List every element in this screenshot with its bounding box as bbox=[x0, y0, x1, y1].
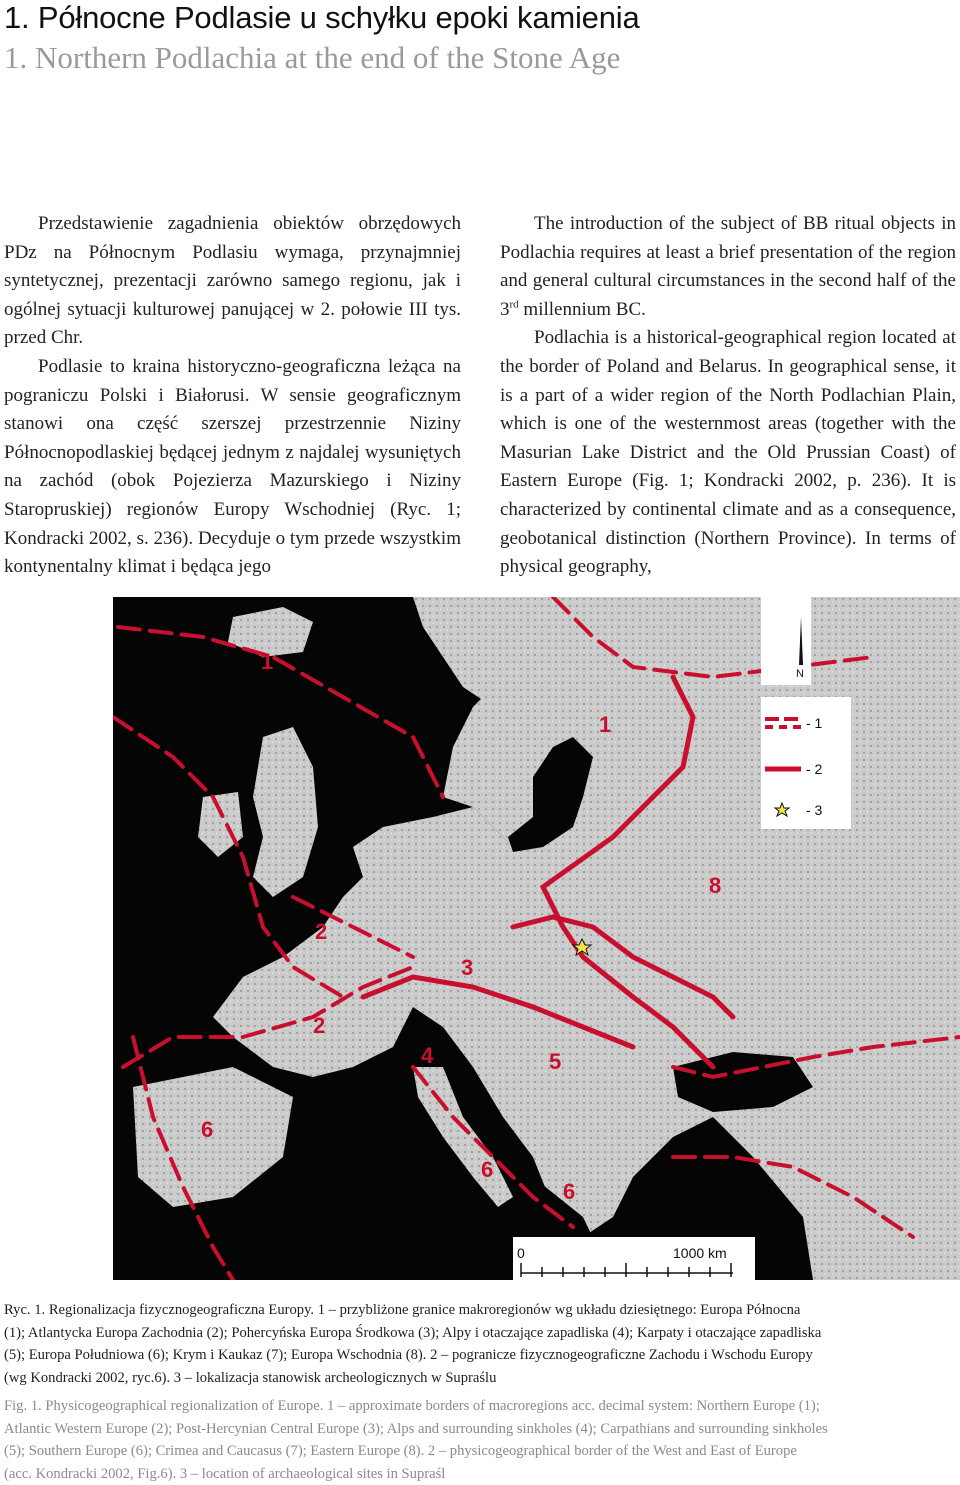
region-label-6-east: 6 bbox=[563, 1179, 576, 1204]
figure-caption-polish bbox=[4, 1299, 956, 1389]
legend-label-1: - 1 bbox=[806, 715, 823, 731]
left-paragraph-2: Podlasie to kraina historyczno-geograficzna leżąca na pograniczu Polski i Białorusi. W sensie geograficznym stanowi ona część szerszej przestrzennie Niziny Północnopodlaskiej będącej jednym z najdalej wysuniętych na zachód (obok Pojezierza Mazurskiego i Niziny Staropruskiej) regionów Europy Wschodniej (Ryc. 1; Kondracki 2002, s. 236). Decyduje o tym przede wszystkim kontynentalny klimat i będąca jego bbox=[4, 355, 461, 578]
region-label-4: 4 bbox=[421, 1043, 434, 1068]
left-paragraph-1: Przedstawienie zagadnienia obiektów obrzędowych PDz na Północnym Podlasiu wymaga, przynajmniej syntetycznej, prezentacji zarówno samego regionu, jak i ogólnej sytuacji kulturowej panującej w 2. połowie III tys. przed Chr. bbox=[4, 213, 461, 349]
scale-max-label: 1000 km bbox=[673, 1245, 727, 1261]
caption-en-line: (acc. Kondracki 2002, Fig.6). 3 – location of archaeological sites in Supraśl bbox=[4, 1465, 446, 1482]
right-paragraph-1-end: millennium BC. bbox=[518, 298, 646, 320]
region-label-1-east: 1 bbox=[599, 712, 612, 737]
region-label-3: 3 bbox=[461, 955, 474, 980]
caption-pl-line: Ryc. 1. Regionalizacja fizycznogeograficzna Europy. 1 – przybliżone granice makroregionów wg układu dziesiętnego: Europa Północna bbox=[4, 1302, 801, 1318]
region-label-2-south: 2 bbox=[313, 1013, 326, 1038]
chapter-title-polish: 1. Północne Podlasie u schyłku epoki kamienia bbox=[4, 0, 640, 35]
scale-zero-label: 0 bbox=[517, 1245, 525, 1261]
caption-en-line: Fig. 1. Physicogeographical regionalization of Europe. 1 – approximate borders of macroregions acc. decimal system: Northern Europe (1); bbox=[4, 1398, 820, 1414]
region-label-8: 8 bbox=[709, 873, 722, 898]
ordinal-superscript: rd bbox=[509, 298, 519, 311]
figure-caption-english bbox=[4, 1395, 956, 1485]
legend-label-3: - 3 bbox=[806, 802, 823, 818]
region-label-2-north: 2 bbox=[315, 919, 328, 944]
caption-en-line: (5); Southern Europe (6); Crimea and Caucasus (7); Eastern Europe (8). 2 – physicogeographical border of the West and East of Europe bbox=[4, 1443, 797, 1460]
caption-pl-line: (5); Europa Południowa (6); Krym i Kaukaz (7); Europa Wschodnia (8). 2 – pogranicze fizycznogeograficzne Zachodu i Wschodu Europy bbox=[4, 1347, 813, 1364]
right-paragraph-1-text: The introduction of the subject of BB ritual objects in Podlachia requires at least a brief presentation of the region and general cultural circumstances in the second half of the 3 bbox=[500, 213, 956, 320]
caption-en-line: Atlantic Western Europe (2); Post-Hercynian Central Europe (3); Alps and surrounding sinkholes (4); Carpathians and surrounding sinkholes bbox=[4, 1420, 828, 1437]
europe-regions-map bbox=[113, 597, 960, 1280]
left-text-column bbox=[4, 210, 461, 582]
right-paragraph-2: Podlachia is a historical-geographical region located at the border of Poland and Belarus. In geographical sense, it is a part of a wider region of the North Podlachian Plain, which is one of the westernmost areas (together with the Masurian Lake District and the Old Prussian Coast) of Eastern Europe (Fig. 1; Kondracki 2002, p. 236). It is characterized by continental climate and as a consequence, geobotanical distinction (Northern Province). In terms of physical geography, bbox=[500, 327, 956, 578]
north-label: N bbox=[796, 668, 804, 680]
region-label-5: 5 bbox=[549, 1049, 562, 1074]
caption-pl-line: (1); Atlantycka Europa Zachodnia (2); Pohercyńska Europa Środkowa (3); Alpy i otaczające zapadliska (4); Karpaty i otaczające zapadliska bbox=[4, 1324, 822, 1341]
caption-pl-line: (wg Kondracki 2002, ryc.6). 3 – lokalizacja stanowisk archeologicznych w Supraślu bbox=[4, 1369, 497, 1386]
chapter-title-english: 1. Northern Podlachia at the end of the Stone Age bbox=[4, 40, 621, 75]
region-label-6-center: 6 bbox=[481, 1157, 494, 1182]
right-text-column bbox=[500, 210, 956, 582]
legend-label-2: - 2 bbox=[806, 761, 823, 777]
region-label-6-west: 6 bbox=[201, 1117, 214, 1142]
right-paragraph-1 bbox=[500, 210, 956, 324]
region-label-1-west: 1 bbox=[261, 649, 274, 674]
